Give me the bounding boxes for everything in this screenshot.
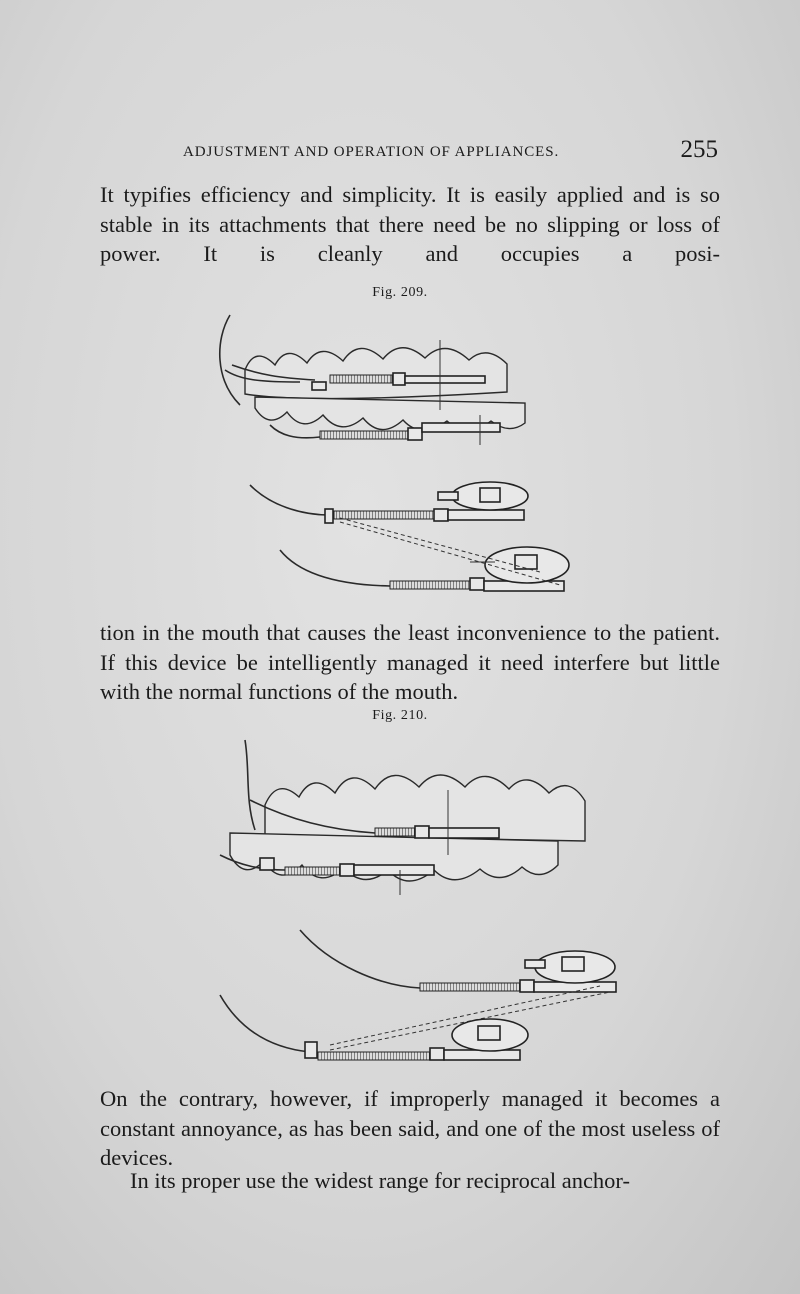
paragraph-3: On the contrary, however, if improperly managed it becomes a constant annoyance, as has been said, and one of the most useless of devices. — [100, 1086, 720, 1170]
figure-210-caption: Fig. 210. — [372, 708, 428, 723]
appliance-part-2 — [280, 518, 569, 591]
upper-dental-arch — [230, 740, 585, 881]
paragraph-1: It typifies efficiency and simplicity. It is easily applied and is so stable in its attachments that there need be no slipping or loss of power. It is cleanly and occupies a posi- — [100, 182, 720, 266]
upper-dental-arch — [220, 315, 525, 430]
running-header — [183, 136, 718, 170]
appliance-part-1 — [250, 482, 528, 523]
paragraph-4: In its proper use the widest range for reciprocal anchor- — [130, 1168, 630, 1193]
figure-210-illustration — [0, 730, 800, 1075]
figure-209-illustration — [0, 300, 800, 615]
paragraph-2: tion in the mouth that causes the least inconvenience to the patient. If this device be intelligently managed it need interfere but little with the normal functions of the mouth. — [100, 620, 720, 704]
page-number: 255 — [680, 136, 718, 163]
appliance-part-2 — [220, 995, 528, 1060]
running-title: ADJUSTMENT AND OPERATION OF APPLIANCES. — [183, 144, 560, 160]
figure-209-caption: Fig. 209. — [372, 285, 428, 300]
